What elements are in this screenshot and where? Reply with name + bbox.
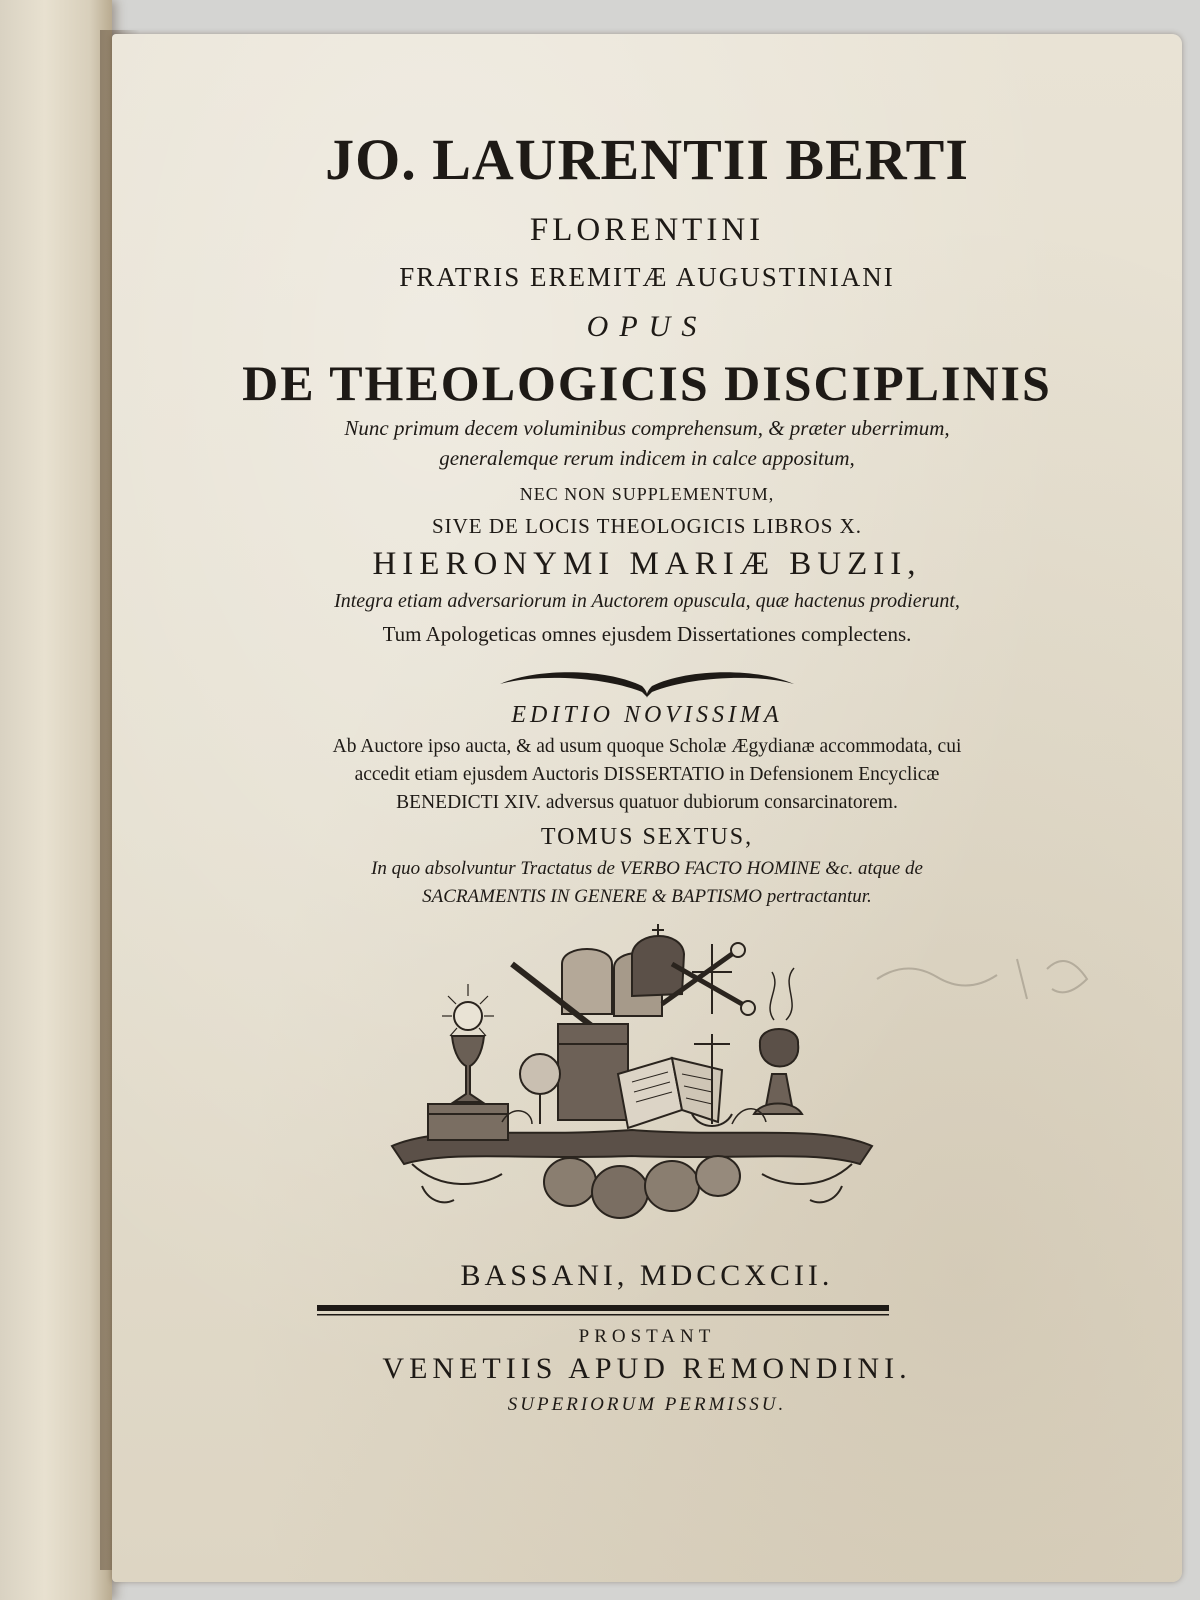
volume-heading: TOMUS SEXTUS,: [540, 824, 754, 850]
order-line: FRATRIS EREMITÆ AUGUSTINIANI: [399, 262, 895, 292]
flourish-divider-icon: [496, 664, 798, 700]
description-line-2: generalemque rerum indicem in calce appositum,: [439, 446, 855, 470]
double-rule-icon: [317, 1304, 889, 1318]
supplement-author: HIERONYMI MARIÆ BUZII,: [372, 546, 922, 582]
edition-line-2: accedit etiam ejusdem Auctoris DISSERTATIO in Defensionem Encyclicæ: [354, 764, 940, 785]
author-line: JO. LAURENTII BERTI: [325, 127, 969, 192]
pencil-mark: [867, 939, 1107, 1019]
opus-line: OPUS: [586, 310, 708, 343]
edition-line-1: Ab Auctore ipso aucta, & ad usum quoque Scholæ Ægydianæ accommodata, cui: [332, 736, 962, 757]
imprint-publisher: VENETIIS APUD REMONDINI.: [382, 1352, 912, 1385]
edition-line-3: BENEDICTI XIV. adversus quatuor dubiorum consarcinatorem.: [396, 792, 898, 813]
volume-line-2: SACRAMENTIS IN GENERE & BAPTISMO pertractantur.: [422, 886, 872, 907]
ecclesiastical-vignette-icon: [382, 924, 882, 1244]
main-title: DE THEOLOGICIS DISCIPLINIS: [242, 355, 1052, 411]
origin-line: FLORENTINI: [529, 212, 765, 248]
imprint-place-date: BASSANI, MDCCXCII.: [460, 1259, 834, 1292]
edition-heading: EDITIO NOVISSIMA: [511, 702, 783, 728]
supplement-line-4: Tum Apologeticas omnes ejusdem Dissertationes complectens.: [382, 622, 912, 646]
title-page: [112, 34, 1182, 1582]
imprint-prostant: PROSTANT: [578, 1326, 716, 1347]
supplement-line-1: NEC NON SUPPLEMENTUM,: [519, 484, 775, 504]
supplement-line-3: Integra etiam adversariorum in Auctorem opuscula, quæ hactenus prodierunt,: [334, 590, 960, 612]
supplement-line-2: SIVE DE LOCIS THEOLOGICIS LIBROS X.: [431, 514, 863, 538]
description-line-1: Nunc primum decem voluminibus comprehensum, & præter uberrimum,: [344, 416, 950, 440]
imprint-permission: SUPERIORUM PERMISSU.: [507, 1394, 787, 1415]
left-facing-leaf: [0, 0, 112, 1600]
volume-line-1: In quo absolvuntur Tractatus de VERBO FACTO HOMINE &c. atque de: [371, 858, 923, 879]
